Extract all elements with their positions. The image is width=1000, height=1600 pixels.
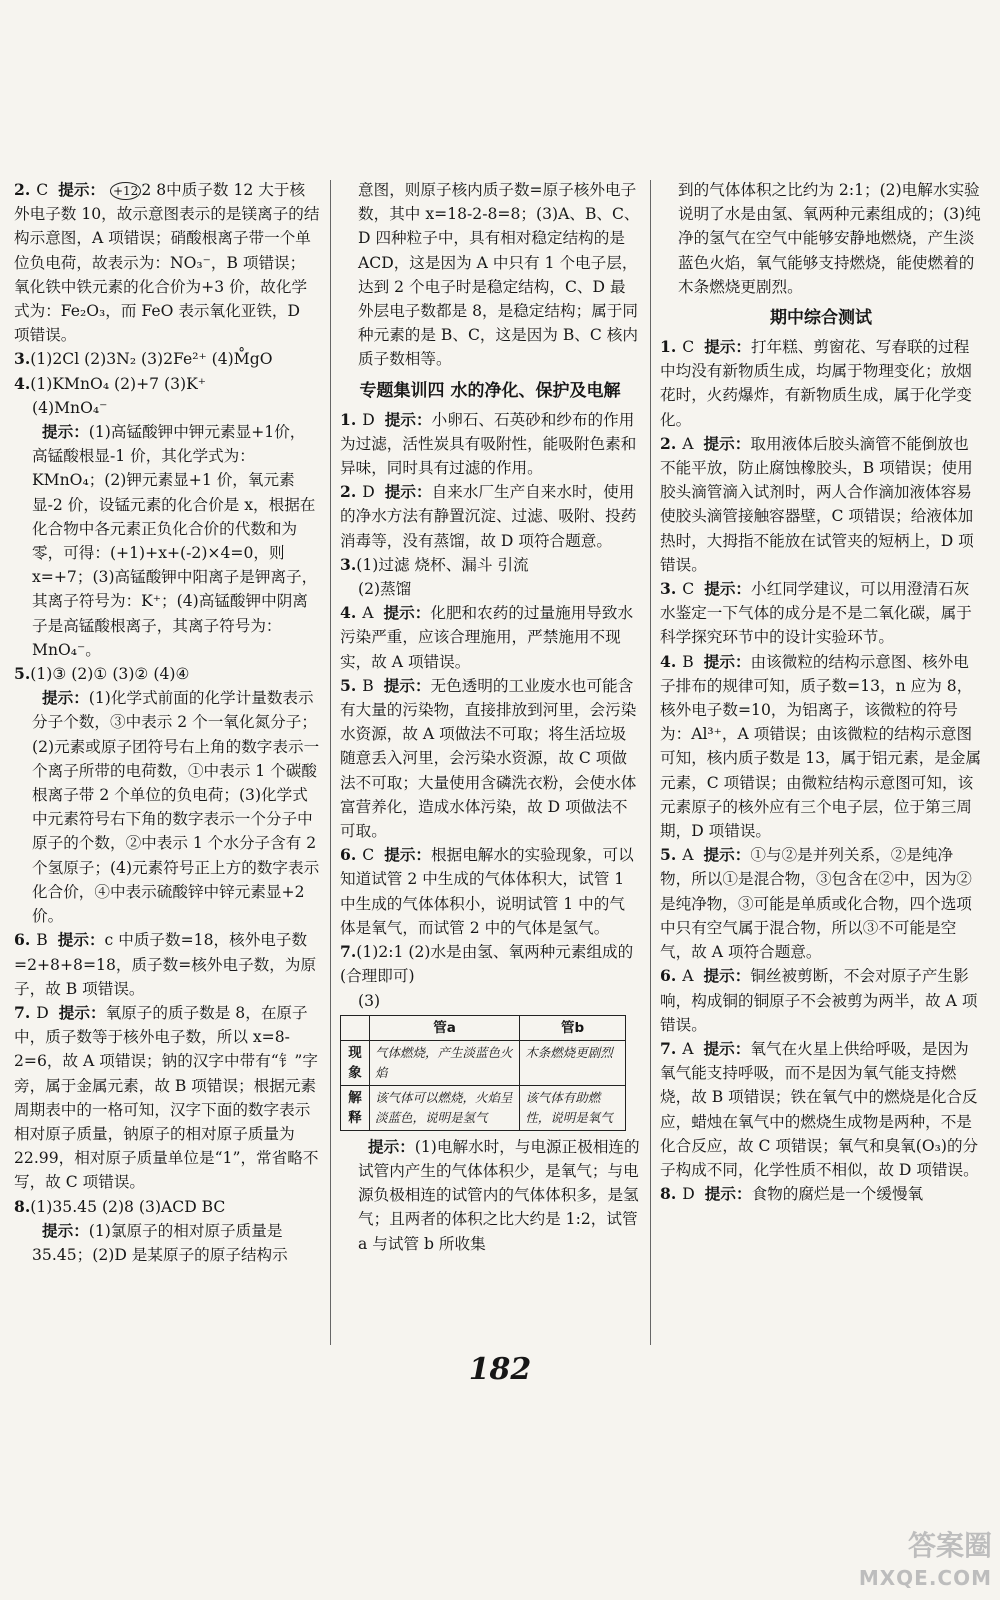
table-header: 管b (520, 1015, 626, 1040)
hint-label: 提示： (704, 1184, 752, 1204)
question-number: 5. (14, 664, 31, 684)
column-divider (330, 180, 331, 1345)
answer-text: 中质子数 12 大于核外电子数 10，故示意图表示的是镁离子的结构示意图，A 项错误；硝酸根离子带一个单位负电荷，故表示为：NO₃⁻，B 项错误；氧化铁中铁元素的化合价为+3 价，故化学式为：Fe₂O₃，而 FeO 表示氧化亚铁，D 项错误。 (14, 181, 320, 345)
question-number: 7. (660, 1038, 677, 1058)
answer-text: (1)电解水时，与电源正极相连的试管内产生的气体体积少，是氧气；与电源负极相连的试管内的气体体积多，是氢气；且两者的体积之比大约是 1:2，试管 a 与试管 b 所收集 (358, 1137, 640, 1253)
answer-item (14, 347, 320, 371)
answer-text: 自来水厂生产自来水时，使用的净水方法有静置沉淀、过滤、吸附、投药消毒等，没有蒸馏，故 D 项符合题意。 (340, 483, 637, 550)
watermark-logo (859, 1530, 992, 1594)
question-number: 6. (660, 966, 677, 986)
table-header (341, 1015, 370, 1040)
answer-text: 食物的腐烂是一个缓慢氧 (751, 1185, 924, 1204)
answer-item (14, 1219, 320, 1267)
answer-text: 取用液体后胶头滴管不能倒放也不能平放，防止腐蚀橡胶头，B 项错误；使用胶头滴管滴入试剂时，两人合作滴加液体容易使胶头滴管接触容器壁，C 项错误；给液体加热时，大拇指不能放在试管夹的短柄上，D 项错误。 (660, 434, 974, 574)
question-number: 4. (340, 603, 357, 623)
answer-choice: A (682, 1039, 694, 1058)
section-title: 专题集训四 水的净化、保护及电解 (359, 380, 621, 401)
question-number: 2. (660, 433, 677, 453)
answer-text: (1)高锰酸钾中钾元素显+1价，高锰酸根显-1 价，其化学式为：KMnO₄；(2)钾元素显+1 价，氧元素显-2 价，设锰元素的化合价是 x，根据在化合物中各元素正负化合价的代数和为零，可得：(+1)+x+(-2)×4=0，则 x=+7；(3)高锰酸钾中阳离子是钾离子，其离子符号为：K⁺；(4)高锰酸钾中阴离子是高锰酸根离子，其离子符号为：MnO₄⁻。 (32, 423, 318, 659)
answer-choice: A (682, 967, 694, 986)
hint-label: 提示： (384, 409, 432, 429)
hint-label: 提示： (383, 603, 431, 623)
answer-item (14, 420, 320, 662)
answer-item (340, 989, 640, 1013)
answer-item (660, 335, 982, 432)
question-number: 1. (660, 337, 677, 357)
answer-item (14, 662, 320, 686)
answer-text: 到的气体体积之比约为 2:1；(2)电解水实验说明了水是由氢、氧两种元素组成的；(3)纯净的氢气在空气中能够安静地燃烧，产生淡蓝色火焰，氧气能够支持燃烧，能使燃着的木条燃烧更剧烈。 (678, 181, 981, 296)
table-row-header: 现象 (341, 1040, 370, 1085)
question-number: 2. (14, 180, 31, 199)
answer-text: (1)③ (2)① (3)② (4)④ (30, 665, 190, 684)
hint-label: 提示： (703, 966, 751, 986)
answer-text: ①与②是并列关系，②是纯净物，所以①是混合物，③包含在②中，因为②是纯净物，③可能是单质或化合物，四个选项中只有空气属于混合物，所以③不可能是空气，故 A 项符合题意。 (660, 846, 972, 962)
answer-item (340, 553, 640, 577)
question-number: 3. (660, 579, 677, 599)
question-number: 1. (340, 409, 357, 429)
hint-label: 提示： (58, 1002, 106, 1022)
answer-item (340, 178, 640, 372)
answer-choice: D (362, 483, 375, 502)
answer-text: (1)2:1 (2)水是由氢、氧两种元素组成的(合理即可) (340, 943, 634, 986)
column-left (14, 178, 320, 1267)
hint-label: 提示： (383, 675, 431, 695)
watermark-url: MXQE.COM (858, 1566, 992, 1590)
answer-text: (1)氯原子的相对原子质量是 35.45；(2)D 是某原子的原子结构示 (32, 1221, 288, 1264)
atom-diagram-nucleus: +12 (110, 182, 141, 200)
answer-text: (1)化学式前面的化学计量数表示分子个数，③中表示 2 个一氧化氮分子；(2)元素或原子团符号右上角的数字表示一个离子所带的电荷数，①中表示 1 个碳酸根离子带 2 个单位的负电荷；(3)化学式中元素符号右下角的数字表示一个分子中原子的个数，②中表示 1 个水分子含有 2 个氢原子；(4)元素符号正上方的数字表示化合价，④中表示硫酸锌中锌元素显+2 价。 (32, 689, 320, 926)
question-number: 8. (660, 1184, 677, 1204)
answer-text: 由该微粒的结构示意图、核外电子排布的规律可知，质子数=13，n 应为 8，核外电子数=10，为铝离子，该微粒的符号为：Al³⁺，A 项错误；由该微粒的结构示意图可知，核内质子数是 13，属于铝元素，是金属元素，C 项错误；由微粒结构示意图可知，该元素原子的核外应有三个电子层，位于第三周期，D 项错误。 (660, 652, 982, 841)
watermark-text: 答案圈 (907, 1529, 992, 1562)
answer-choice: C (682, 580, 695, 599)
answer-choice: C (36, 181, 49, 199)
answer-item (340, 940, 640, 988)
answer-item (660, 650, 982, 844)
answer-text: 打年糕、剪窗花、写春联的过程中均没有新物质生成，均属于物理变化；放烟花时，火药爆炸，有新物质生成，属于化学变化。 (660, 338, 972, 429)
result-table (340, 1015, 626, 1131)
answer-text: (3) (358, 991, 381, 1010)
column-right (660, 178, 982, 1206)
answer-item (660, 1182, 982, 1206)
question-number: 5. (340, 675, 357, 695)
hint-label: 提示： (57, 930, 105, 950)
answer-item (340, 601, 640, 674)
answer-text: (1)KMnO₄ (2)+7 (3)K⁺ (30, 374, 207, 393)
hint-label: 提示： (384, 482, 432, 502)
hint-label: 提示： (703, 1038, 751, 1058)
answer-item (660, 577, 982, 650)
answer-item (660, 178, 982, 299)
answer-item (340, 408, 640, 481)
question-number: 3. (14, 349, 31, 369)
question-number: 2. (340, 482, 357, 502)
hint-label: 提示： (703, 845, 751, 865)
answer-text: 根据电解水的实验现象，可以知道试管 2 中生成的气体体积大，试管 1 中生成的气体体积小，说明试管 1 中的气体是氧气，而试管 2 中的气体是氢气。 (340, 846, 634, 937)
answer-choice: A (682, 434, 694, 453)
answer-text: 化肥和农药的过量施用导致水污染严重，应该合理施用，严禁施用不现实，故 A 项错误。 (340, 604, 634, 671)
answer-text: c 中质子数=18，核外电子数=2+8+8=18，质子数=核外电子数，为原子，故 B 项错误。 (14, 931, 317, 998)
answer-text: 小卵石、石英砂和纱布的作用为过滤，活性炭具有吸附性，能吸附色素和异味，同时具有过滤的作用。 (340, 410, 637, 478)
table-cell-a: 该气体可以燃烧，火焰呈淡蓝色，说明是氢气 (370, 1085, 520, 1130)
answer-text: (4)MnO₄⁻ (32, 398, 108, 417)
answer-choice: D (362, 410, 375, 429)
table-cell-a: 气体燃烧，产生淡蓝色火焰 (370, 1040, 520, 1085)
answer-text: (1)35.45 (2)8 (3)ACD BC (30, 1197, 226, 1216)
hint-label: 提示： (42, 688, 89, 708)
answer-text: 氧气在火星上供给呼吸，是因为氧气能支持呼吸，而不是因为氧气能支持燃烧，故 B 项错误；铁在氧气中的燃烧是化合反应，蜡烛在氧气中的燃烧生成物是两种，不是化合反应，故 C 项错误；氧气和臭氧(O₃)的分子构成不同，化学性质不相似，故 D 项错误。 (660, 1039, 979, 1179)
answer-text: 氧原子的质子数是 8，在原子中，质子数等于核外电子数，所以 x=8-2=6，故 A 项错误；钠的汉字中带有“钅”字旁，属于金属元素，故 B 项错误；根据元素周期表中的一格可知，汉字下面的数字表示相对原子质量，钠原子的相对原子质量为 22.99，相对原子质量单位是“1”，常省略不写，故 C 项错误。 (14, 1003, 319, 1192)
column-divider (650, 180, 651, 1345)
question-number: 7. (340, 942, 357, 962)
answer-item (340, 577, 640, 601)
atom-diagram-shells: 2 8 (141, 181, 167, 199)
answer-item (14, 1195, 320, 1219)
answer-item (340, 1135, 640, 1256)
question-number: 7. (14, 1002, 31, 1022)
table-header: 管a (370, 1015, 520, 1040)
question-number: 6. (340, 845, 357, 865)
hint-label: 提示： (704, 337, 752, 357)
question-number: 4. (660, 651, 677, 671)
answer-choice: C (682, 338, 695, 357)
answer-text: 铜丝被剪断，不会对原子产生影响，构成铜的铜原子不会被剪为两半，故 A 项错误。 (660, 967, 978, 1034)
answer-text: (2)蒸馏 (358, 580, 412, 599)
hint-label: 提示： (42, 422, 89, 442)
column-middle (340, 178, 640, 1256)
answer-choice: D (682, 1185, 695, 1204)
page-number: 182 (468, 1352, 532, 1387)
answer-item (340, 843, 640, 940)
question-number: 6. (14, 930, 31, 950)
answer-item (14, 178, 320, 347)
question-number: 8. (14, 1196, 31, 1216)
answer-choice: D (36, 1003, 49, 1022)
answer-item (340, 480, 640, 553)
question-number: 5. (660, 845, 677, 865)
answer-text: (1)过滤 烧杯、漏斗 引流 (356, 555, 529, 574)
answer-item (660, 964, 982, 1037)
answer-choice: C (362, 846, 375, 865)
hint-label: 提示： (368, 1136, 415, 1156)
answer-text: (1)2Cl (2)3N₂ (3)2Fe²⁺ (4)M̊gO (30, 350, 273, 369)
answer-item (14, 686, 320, 928)
answer-choice: B (362, 676, 374, 695)
question-number: 4. (14, 373, 31, 393)
question-number: 3. (340, 554, 357, 574)
answer-choice: B (36, 931, 48, 950)
answer-text: 意图，则原子核内质子数=原子核外电子数，其中 x=18-2-8=8；(3)A、B、C、D 四种粒子中，具有相对稳定结构的是 ACD，这是因为 A 中只有 1 个电子层，达到 2 个电子时是稳定结构，C、D 最外层电子数都是 8，是稳定结构；属于同种元素的是 B、C，这是因为 B、C 核内质子数相等。 (358, 181, 640, 369)
hint-label: 提示： (384, 845, 432, 865)
hint-label: 提示： (703, 433, 751, 453)
answer-item (660, 1037, 982, 1182)
section-title: 期中综合测试 (770, 308, 872, 329)
hint-label: 提示： (703, 651, 751, 671)
answer-item (14, 372, 320, 396)
answer-choice: B (682, 652, 694, 671)
answer-item (14, 1001, 320, 1195)
answer-choice: A (362, 604, 374, 623)
answer-item (14, 928, 320, 1001)
answer-item (14, 396, 320, 420)
table-row-header: 解释 (341, 1085, 370, 1130)
answer-item (660, 843, 982, 964)
hint-label: 提示： (58, 180, 106, 199)
table-cell-b: 木条燃烧更剧烈 (520, 1040, 626, 1085)
answer-item (340, 674, 640, 843)
table-cell-b: 该气体有助燃性，说明是氧气 (520, 1085, 626, 1130)
answer-text: 无色透明的工业废水也可能含有大量的污染物，直接排放到河里，会污染水资源，故 A 项做法不可取；将生活垃圾随意丢入河里，会污染水资源，故 C 项做法不可取；大量使用含磷洗衣粉，会使水体富营养化，造成水体污染，故 D 项做法不可取。 (340, 676, 637, 841)
hint-label: 提示： (42, 1220, 89, 1240)
answer-item (660, 432, 982, 577)
answer-text: 小红同学建议，可以用澄清石灰水鉴定一下气体的成分是不是二氧化碳，属于科学探究环节中的设计实验环节。 (660, 580, 972, 647)
answer-choice: A (682, 846, 694, 865)
hint-label: 提示： (704, 579, 752, 599)
